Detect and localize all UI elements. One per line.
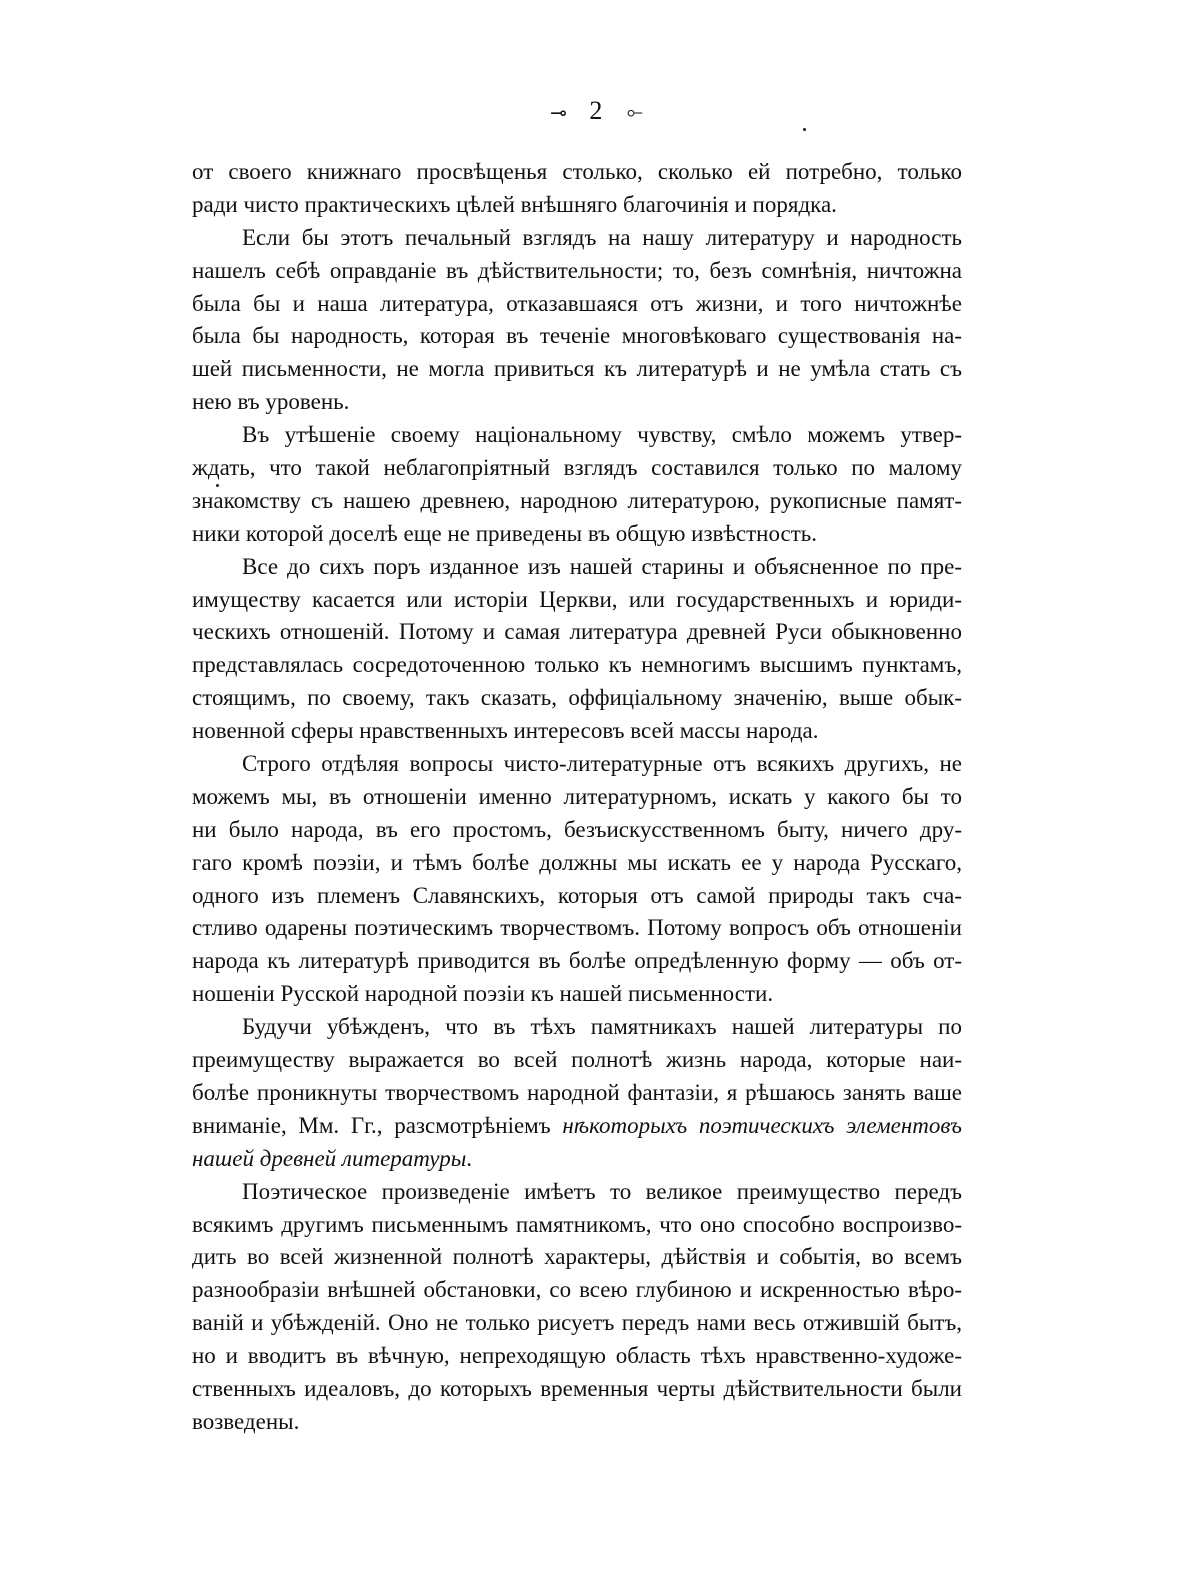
text-line [192, 518, 962, 551]
line-text: всякимъ другимъ письменнымъ памятникомъ, что оно способно воспроизво- [192, 1211, 962, 1237]
text-line [192, 1373, 962, 1406]
page-number: 2 [589, 96, 603, 125]
text-line [192, 353, 962, 386]
text-line [192, 682, 962, 715]
text-line [192, 781, 962, 814]
ornament-left-icon: ⊸ [550, 102, 565, 125]
text-line [192, 452, 962, 485]
text-line [192, 288, 962, 321]
paragraph [192, 156, 962, 222]
text-line [192, 1406, 962, 1439]
line-text: болѣе проникнуты творчествомъ народной фантазіи, я рѣшаюсь занять ваше [192, 1079, 962, 1105]
line-text: ни было народа, въ его простомъ, безъискусственномъ быту, ничего дру- [192, 816, 962, 842]
line-text: но и вводитъ въ вѣчную, непреходящую область тѣхъ нравственно-художе- [192, 1343, 962, 1369]
line-text: народа къ литературѣ приводится въ болѣе опредѣленную форму — объ от- [192, 948, 962, 974]
text-line [192, 419, 962, 452]
text-line [192, 189, 962, 222]
scan-speck [803, 128, 806, 131]
line-text: ственныхъ идеаловъ, до которыхъ временныя черты дѣйствительности были [192, 1375, 962, 1401]
paragraph [192, 551, 962, 748]
line-text: была бы и наша литература, отказавшаяся отъ жизни, и того ничтожнѣе [192, 290, 962, 316]
line-text: одного изъ племенъ Славянскихъ, которыя отъ самой природы такъ сча- [192, 882, 962, 908]
line-text: Въ утѣшеніе своему національному чувству, смѣло можемъ утвер- [242, 422, 962, 448]
text-line [192, 1241, 962, 1274]
line-text: новенной сферы нравственныхъ интересовъ всей массы народа. [192, 718, 819, 744]
text-line [192, 386, 962, 419]
text-line [192, 222, 962, 255]
page-header [0, 96, 1191, 126]
line-text: нашелъ себѣ оправданіе въ дѣйствительности; то, безъ сомнѣнія, ничтожна [192, 257, 962, 283]
line-text: стоящимъ, по своему, такъ сказать, оффиціальному значенію, выше обык- [192, 685, 962, 711]
line-text: ческихъ отношеній. Потому и самая литература древней Руси обыкновенно [192, 619, 962, 645]
text-line [192, 1110, 962, 1143]
ornament-right-icon: ⟜ [626, 101, 641, 124]
text-line [192, 1143, 962, 1176]
text-line [192, 1209, 962, 1242]
line-text: ждать, что такой неблагопріятный взглядъ составился только по малому [192, 455, 962, 481]
text-line [192, 1176, 962, 1209]
text-line [192, 1077, 962, 1110]
line-text: возведены. [192, 1408, 300, 1434]
line-text: имуществу касается или исторіи Церкви, или государственныхъ и юриди- [192, 586, 962, 612]
line-text: можемъ мы, въ отношеніи именно литературномъ, искать у какого бы то [192, 783, 962, 809]
line-text: разнообразіи внѣшней обстановки, со всею глубиною и искренностью вѣро- [192, 1277, 962, 1303]
italic-text: нашей древней литературы [192, 1145, 467, 1171]
text-line [192, 1011, 962, 1044]
text-line [192, 551, 962, 584]
text-line [192, 978, 962, 1011]
text-line [192, 156, 962, 189]
paragraph [192, 419, 962, 551]
line-text: Будучи убѣжденъ, что въ тѣхъ памятникахъ нашей литературы по [242, 1014, 962, 1040]
paragraph [192, 1011, 962, 1175]
text-line [192, 945, 962, 978]
text-line [192, 255, 962, 288]
text-line [192, 748, 962, 781]
text-line [192, 649, 962, 682]
text-line [192, 616, 962, 649]
paragraph [192, 222, 962, 419]
line-text: ношеніи Русской народной поэзіи къ нашей письменности. [192, 981, 774, 1007]
line-text: гаго кромѣ поэзіи, и тѣмъ болѣе должны мы искать ее у народа Русскаго, [192, 849, 962, 875]
paragraph [192, 1176, 962, 1439]
line-text: ваній и убѣжденій. Оно не только рисуетъ передъ нами весь отжившій бытъ, [192, 1310, 962, 1336]
text-line [192, 1307, 962, 1340]
body-text [192, 156, 962, 1439]
line-text: Поэтическое произведеніе имѣетъ то великое преимущество передъ [242, 1178, 962, 1204]
italic-text: нѣкоторыхъ поэтическихъ элементовъ [562, 1112, 962, 1138]
line-text: от своего книжнаго просвѣщенья столько, сколько ей потребно, только [192, 159, 962, 184]
text-line [192, 715, 962, 748]
line-text: ники которой доселѣ еще не приведены въ общую извѣстность. [192, 520, 818, 546]
text-line [192, 847, 962, 880]
text-line [192, 1274, 962, 1307]
line-text: знакомству съ нашею древнею, народною литературою, рукописные памят- [192, 487, 962, 513]
text-line [192, 1044, 962, 1077]
line-text: Если бы этотъ печальный взглядъ на нашу литературу и народность [242, 224, 962, 250]
text-line [192, 320, 962, 353]
text-line [192, 912, 962, 945]
line-text: дить во всей жизненной полнотѣ характеры, дѣйствія и событія, во всемъ [192, 1244, 962, 1270]
line-text: преимуществу выражается во всей полнотѣ жизнь народа, которые наи- [192, 1047, 962, 1073]
line-text: представлялась сосредоточенною только къ немногимъ высшимъ пунктамъ, [192, 652, 962, 678]
text-line [192, 814, 962, 847]
text-line [192, 880, 962, 913]
line-text: была бы народность, которая въ теченіе многовѣковаго существованія на- [192, 323, 962, 349]
paragraph [192, 748, 962, 1011]
line-text: вниманіе, Мм. Гг., разсмотрѣніемъ [192, 1112, 563, 1138]
line-text: нею въ уровень. [192, 389, 350, 415]
line-text: . [466, 1145, 473, 1171]
text-line [192, 584, 962, 617]
line-text: шей письменности, не могла привиться къ литературѣ и не умѣла стать съ [192, 356, 962, 382]
line-text: ради чисто практическихъ цѣлей внѣшняго благочинія и порядка. [192, 191, 837, 217]
text-line [192, 1340, 962, 1373]
line-text: Строго отдѣляя вопросы чисто-литературные отъ всякихъ другихъ, не [242, 751, 962, 777]
text-line [192, 485, 962, 518]
line-text: стливо одарены поэтическимъ творчествомъ. Потому вопросъ объ отношеніи [192, 915, 962, 941]
line-text: Все до сихъ поръ изданное изъ нашей старины и объясненное по пре- [242, 553, 962, 579]
